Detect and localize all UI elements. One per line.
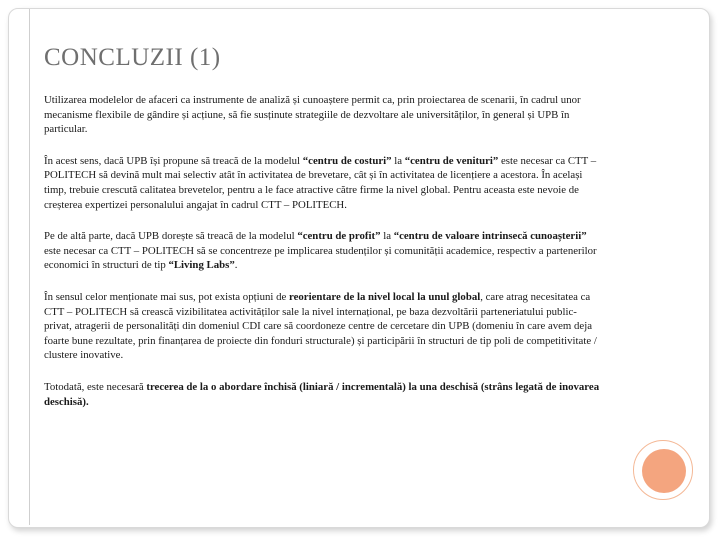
paragraph-3-segment: este necesar ca CTT – POLITECH să se concentreze pe implicarea studenților și comunității academice, respectiv a partenerilor economici în structuri de tip [44, 244, 597, 272]
paragraph-5 [44, 380, 604, 409]
paragraph-5-bold-term: trecerea de la o abordare închisă (liniară / incrementală) la una deschisă (strâns legată de inovarea deschisă). [44, 380, 600, 408]
paragraph-3-segment: Pe de altă parte, dacă UPB dorește să treacă de la modelul [44, 230, 298, 243]
paragraph-2-bold-term: “centru de costuri” [302, 154, 392, 167]
paragraph-3-segment: . [234, 259, 238, 272]
slide-title: CONCLUZII (1) [44, 44, 221, 71]
paragraph-3-bold-term: “Living Labs” [168, 259, 235, 272]
paragraph-4 [44, 290, 604, 363]
decorative-circle-icon [642, 449, 686, 493]
paragraph-3-segment: la [380, 230, 394, 243]
paragraph-1 [44, 93, 604, 137]
paragraph-3-bold-term: “centru de profit” [297, 230, 381, 243]
slide-body [44, 93, 604, 426]
paragraph-2-segment: este necesar ca CTT – POLITECH să devină mult mai selectiv atât în activitatea de brevetare, cât și în activitatea de licențiere a acestora. În același timp, trebuie crescută calitatea brevetelor, pentru a le face atractive către firme la nivel global. Pentru aceasta este nevoie de creșterea expertizei personalului angajat în cadrul CTT – POLITECH. [44, 154, 597, 211]
paragraph-1-segment: Utilizarea modelelor de afaceri ca instrumente de analiză și cunoaștere permit ca, prin proiectarea de scenarii, în cadrul unor mecanisme flexibile de gândire și acțiune, să fie susținute strategiile de dezvoltare ale universităților, în general și UPB în particular. [44, 94, 581, 136]
paragraph-2-bold-term: “centru de venituri” [404, 154, 499, 167]
paragraph-4-segment: În sensul celor menționate mai sus, pot exista opțiuni de [44, 290, 289, 303]
paragraph-2-segment: În acest sens, dacă UPB își propune să treacă de la modelul [44, 154, 303, 167]
paragraph-4-segment: , care atrag necesitatea ca CTT – POLITECH să crească vizibilitatea activităților sale la nivel internațional, pe baza dezvoltării parteneriatului public-privat, atragerii de personalități din domeniul CDI care să coordoneze centre de cercetare din UPB (domeniu în care avem deja foarte bune rezultate, prin finanțarea de proiecte din fonduri structurale) și participării în structuri de tip poli de competitivitate / clustere inovative. [44, 290, 597, 362]
paragraph-5-segment: Totodată, este necesară [44, 380, 147, 393]
paragraph-2 [44, 154, 604, 212]
paragraph-3 [44, 229, 604, 273]
paragraph-4-bold-term: reorientare de la nivel local la unul global [288, 290, 481, 303]
paragraph-2-segment: la [391, 154, 405, 167]
paragraph-3-bold-term: “centru de valoare intrinsecă cunoașterii” [393, 230, 587, 243]
left-vertical-rule [29, 9, 30, 525]
